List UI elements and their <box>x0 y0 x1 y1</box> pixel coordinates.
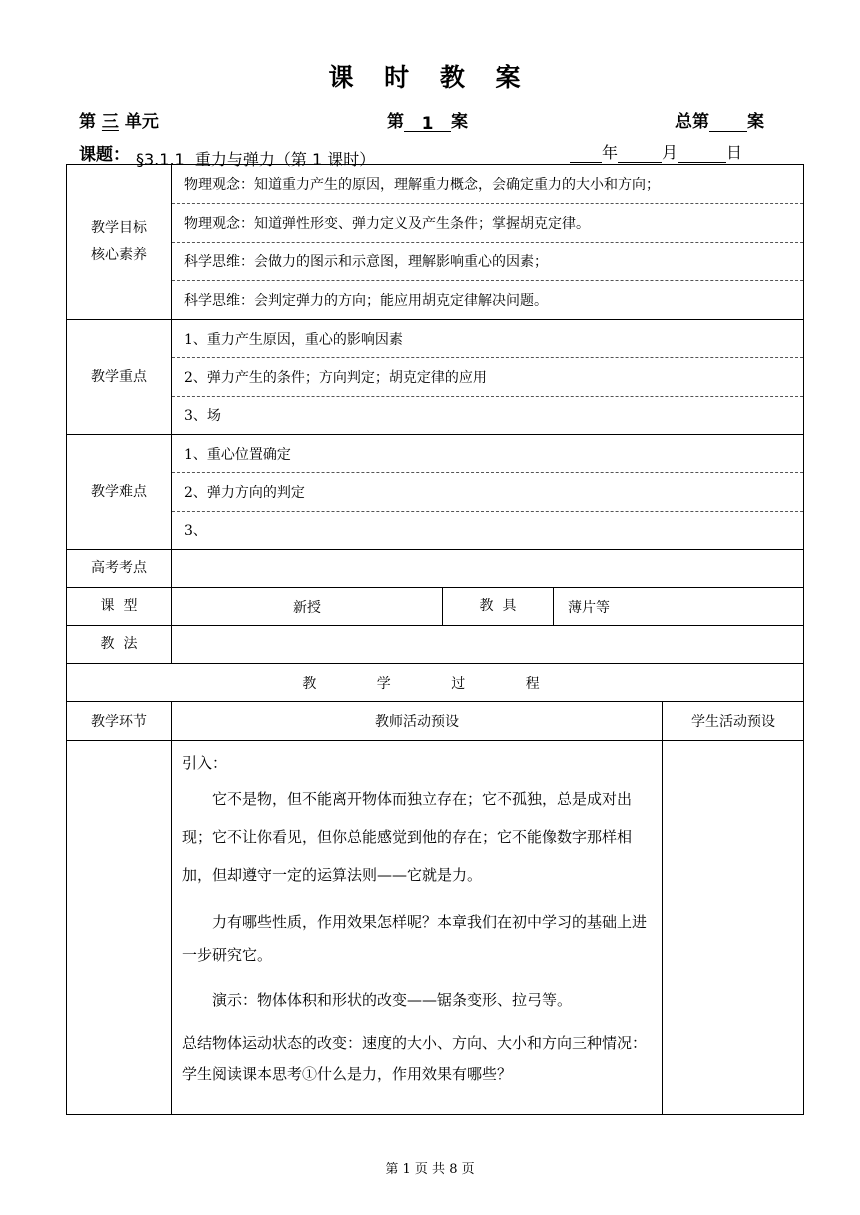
difficulties-row <box>67 435 804 550</box>
objective-item: 科学思维：会做力的图示和示意图，理解影响重心的因素； <box>172 243 803 282</box>
teacher-column-header: 教师活动预设 <box>172 702 663 741</box>
process-header-row <box>67 702 804 741</box>
case-field <box>387 107 468 132</box>
unit-field <box>79 107 159 132</box>
process-title-row <box>67 664 804 702</box>
tools-label: 教 具 <box>443 588 554 626</box>
key-point-item: 1、重力产生原因，重心的影响因素 <box>172 320 803 358</box>
stage-cell <box>67 741 172 1115</box>
demo-paragraph: 演示：物体体积和形状的改变——锯条变形、拉弓等。 <box>212 991 573 1009</box>
case-suffix: 案 <box>451 112 468 132</box>
process-content-row <box>67 741 804 1115</box>
teacher-activity-cell <box>172 741 663 1115</box>
unit-number: 三 <box>101 112 119 132</box>
objectives-label-line2: 核心素养 <box>91 247 147 263</box>
day-label: 日 <box>726 143 743 162</box>
tools-value: 薄片等 <box>554 588 804 626</box>
total-prefix: 总第 <box>675 112 709 132</box>
total-case-field <box>675 107 764 132</box>
exam-points-label: 高考考点 <box>67 550 172 588</box>
method-row <box>67 626 804 664</box>
unit-prefix: 第 <box>79 112 96 132</box>
method-value <box>172 626 804 664</box>
exam-points-value <box>172 550 804 588</box>
total-case-blank <box>709 114 747 132</box>
date-field <box>570 140 742 163</box>
topic-field <box>79 140 471 169</box>
key-points-row <box>67 320 804 435</box>
case-number: 1 <box>404 114 451 132</box>
document-title: 课 时 教 案 <box>328 63 532 92</box>
month-label: 月 <box>662 143 679 162</box>
intro-label: 引入： <box>182 754 228 772</box>
exam-points-row <box>67 550 804 588</box>
course-type-value: 新授 <box>172 588 443 626</box>
objective-item: 物理观念：知道弹性形变、弹力定义及产生条件；掌握胡克定律。 <box>172 204 803 243</box>
intro-paragraph: 它不是物，但不能离开物体而独立存在；它不孤独，总是成对出现；它不让你看见，但你总能感觉到他的存在；它不能像数字那样相加，但却遵守一定的运算法则——它就是力。 <box>182 790 633 884</box>
topic-value: §3.1.1 重力与弹力（第 1 课时） <box>130 147 471 165</box>
case-prefix: 第 <box>387 112 404 132</box>
page-footer: 第 1 页 共 8 页 <box>385 1162 475 1177</box>
difficulty-item: 3、 <box>184 523 207 540</box>
difficulties-label: 教学难点 <box>67 435 172 550</box>
key-point-item: 2、弹力产生的条件；方向判定；胡克定律的应用 <box>172 358 803 396</box>
year-label: 年 <box>602 143 619 162</box>
course-type-row <box>67 588 804 626</box>
stage-column-header: 教学环节 <box>67 702 172 741</box>
month-blank <box>618 145 662 163</box>
objective-item: 物理观念：知道重力产生的原因，理解重力概念，会确定重力的大小和方向； <box>172 165 803 204</box>
key-points-cell <box>172 320 804 435</box>
difficulty-item: 1、重心位置确定 <box>172 435 803 473</box>
day-blank <box>678 145 726 163</box>
key-points-label: 教学重点 <box>67 320 172 435</box>
topic-label: 课题： <box>79 145 130 165</box>
student-column-header: 学生活动预设 <box>663 702 804 741</box>
year-blank <box>570 145 602 163</box>
objectives-cell <box>172 165 804 320</box>
question-paragraph: 力有哪些性质，作用效果怎样呢？本章我们在初中学习的基础上进一步研究它。 <box>182 913 648 964</box>
student-activity-cell <box>663 741 804 1115</box>
key-point-item: 3、场 <box>184 408 221 425</box>
process-title: 教 学 过 程 <box>67 664 804 702</box>
objective-item: 科学思维：会判定弹力的方向；能应用胡克定律解决问题。 <box>184 293 548 310</box>
objectives-label <box>67 165 172 320</box>
total-suffix: 案 <box>747 112 764 132</box>
course-type-label: 课 型 <box>67 588 172 626</box>
unit-suffix: 单元 <box>124 112 159 132</box>
reading-task: 学生阅读课本思考①什么是力，作用效果有哪些？ <box>182 1065 513 1083</box>
method-label: 教 法 <box>67 626 172 664</box>
objectives-label-line1: 教学目标 <box>91 220 147 236</box>
objectives-row <box>67 165 804 320</box>
lesson-plan-table <box>66 164 804 1115</box>
difficulties-cell <box>172 435 804 550</box>
summary-paragraph: 总结物体运动状态的改变：速度的大小、方向、大小和方向三种情况： <box>182 1034 648 1052</box>
difficulty-item: 2、弹力方向的判定 <box>172 473 803 511</box>
